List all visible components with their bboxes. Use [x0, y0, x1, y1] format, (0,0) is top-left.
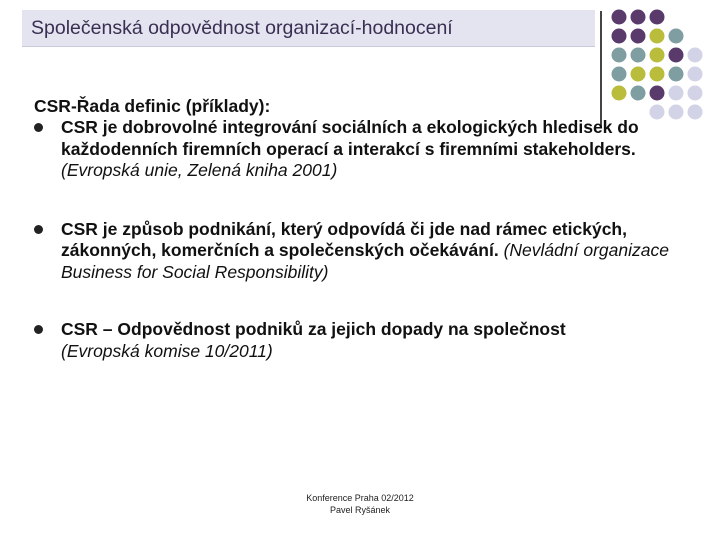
- slide-title: Společenská odpovědnost organizací-hodnocení: [31, 16, 453, 39]
- item-citation: (Nevládní organizace Business for Social Responsibility): [61, 240, 669, 282]
- item-citation: (Evropská komise 10/2011): [61, 340, 273, 361]
- item-text: CSR – Odpovědnost podniků za jejich dopady na společnost: [61, 319, 566, 339]
- decorative-dot: [669, 67, 684, 82]
- decorative-dot: [669, 48, 684, 63]
- item-citation: (Evropská unie, Zelená kniha 2001): [61, 160, 338, 180]
- bullet-icon: [34, 225, 43, 234]
- decorative-dot: [631, 10, 646, 25]
- decorative-dot: [631, 48, 646, 63]
- item-text: CSR je dobrovolné integrování sociálních a ekologických hledisek do každodenních firemních operací a interakcí s firemními stakeholders.: [61, 117, 639, 159]
- decorative-dot: [688, 48, 703, 63]
- intro-heading: CSR-Řada definic (příklady):: [34, 96, 271, 116]
- decorative-dot: [650, 67, 665, 82]
- list-item: [34, 117, 674, 182]
- decorative-dot: [612, 29, 627, 44]
- decorative-dot: [612, 10, 627, 25]
- decorative-dot: [650, 48, 665, 63]
- decorative-dot: [631, 67, 646, 82]
- list-item: [34, 319, 674, 362]
- decorative-dot: [688, 105, 703, 120]
- bullet-icon: [34, 325, 43, 334]
- decorative-dot: [631, 29, 646, 44]
- decorative-dot: [669, 29, 684, 44]
- slide-content: [34, 96, 674, 362]
- item-text: CSR je způsob podnikání, který odpovídá či jde nad rámec etických, zákonných, komerčních a společenských očekávání.: [61, 218, 627, 260]
- decorative-dot: [612, 67, 627, 82]
- decorative-dot: [688, 67, 703, 82]
- footer-author: Pavel Ryšánek: [329, 505, 391, 515]
- decorative-dot: [612, 48, 627, 63]
- decorative-dot: [650, 10, 665, 25]
- footer: [270, 492, 450, 516]
- footer-event: Konference Praha 02/2012: [306, 493, 414, 503]
- decorative-dot: [688, 86, 703, 101]
- bullet-icon: [34, 123, 43, 132]
- decorative-dot: [650, 29, 665, 44]
- list-item: [34, 219, 674, 284]
